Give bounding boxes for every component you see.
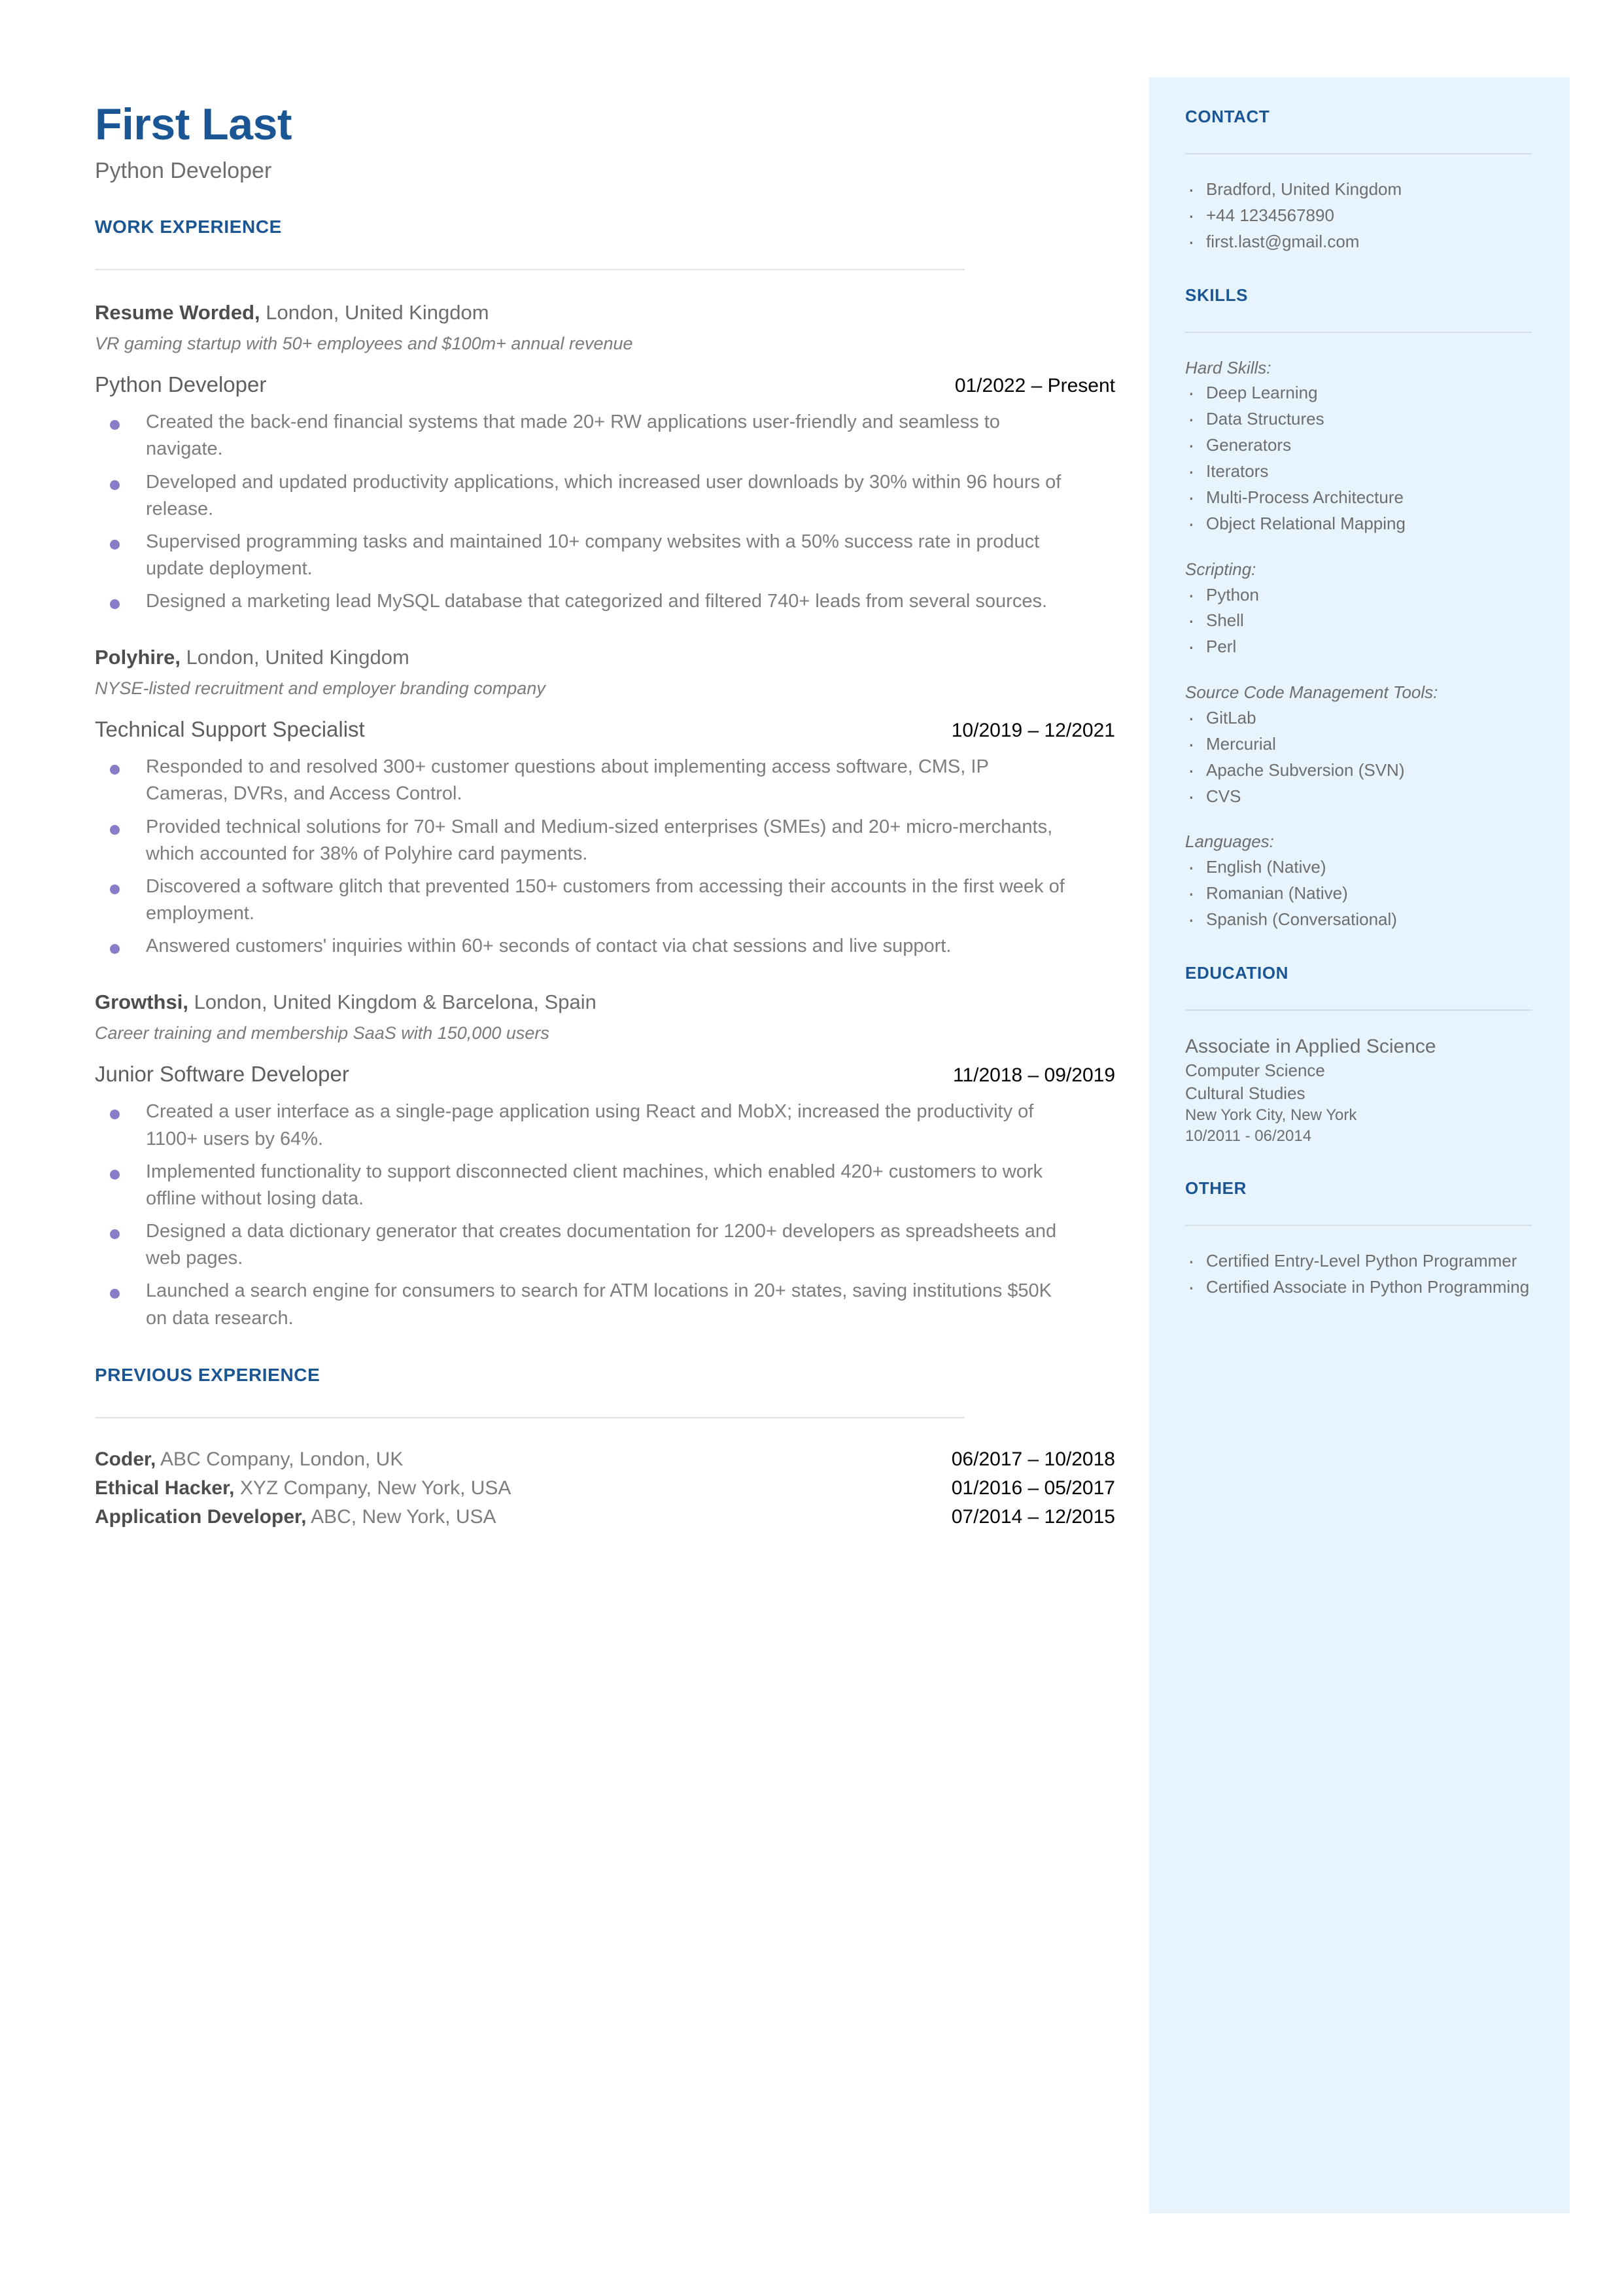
list-item: · CVS	[1185, 785, 1538, 809]
list-item: Created a user interface as a single-page application using React and MobX; increased the productivity of 1100+ users by 64%.	[95, 1098, 1076, 1152]
list-item: Developed and updated productivity applications, which increased user downloads by 30% within 96 hours of release.	[95, 469, 1076, 523]
list-item: · Multi-Process Architecture	[1185, 486, 1538, 510]
sidebar-divider-contact	[1185, 153, 1532, 154]
section-heading-work-experience: WORK EXPERIENCE	[95, 217, 282, 237]
list-item: · Iterators	[1185, 460, 1538, 483]
education-entry	[1185, 1034, 1538, 1147]
section-divider-work	[95, 269, 965, 270]
skills-list-scripting	[1185, 584, 1538, 659]
job-company-name: Polyhire,	[95, 646, 181, 669]
job-entry	[95, 645, 1122, 960]
list-item: · Deep Learning	[1185, 381, 1538, 405]
table-row	[95, 1477, 1115, 1499]
sidebar-heading-other: OTHER	[1185, 1178, 1247, 1199]
list-item: · Perl	[1185, 635, 1538, 659]
previous-detail: ABC Company, London, UK	[160, 1448, 404, 1470]
job-location: London, United Kingdom & Barcelona, Spain	[194, 990, 596, 1014]
skills-list-hard	[1185, 381, 1538, 535]
list-item: · Mercurial	[1185, 733, 1538, 756]
previous-role-line	[95, 1506, 496, 1528]
skills-list-languages	[1185, 856, 1538, 932]
sidebar-heading-contact: CONTACT	[1185, 107, 1270, 126]
job-location: London, United Kingdom	[186, 646, 409, 669]
previous-role-line	[95, 1448, 403, 1471]
page-title: First Last	[95, 99, 292, 149]
previous-detail: ABC, New York, USA	[311, 1505, 496, 1528]
job-title-row	[95, 717, 1115, 742]
list-item: Designed a marketing lead MySQL database that categorized and filtered 740+ leads from several sources.	[95, 588, 1076, 615]
job-title-row	[95, 372, 1115, 397]
main-column	[95, 101, 1122, 1535]
spacer	[1185, 538, 1538, 558]
list-item: · Romanian (Native)	[1185, 882, 1538, 905]
job-title-row	[95, 1062, 1115, 1087]
list-item: · Certified Associate in Python Programming	[1185, 1276, 1538, 1299]
sidebar-heading-skills: SKILLS	[1185, 285, 1249, 305]
header-subtitle: Python Developer	[95, 158, 272, 184]
job-bullet-list	[95, 1098, 1122, 1331]
previous-role: Coder,	[95, 1448, 156, 1470]
section-heading-previous-experience: PREVIOUS EXPERIENCE	[95, 1364, 320, 1385]
table-row	[95, 1448, 1115, 1471]
list-item: · Spanish (Conversational)	[1185, 908, 1538, 932]
contact-list	[1185, 178, 1538, 254]
job-location: London, United Kingdom	[266, 301, 489, 324]
job-description: VR gaming startup with 50+ employees and $100m+ annual revenue	[95, 334, 633, 354]
skills-group-label: Languages:	[1185, 832, 1274, 852]
education-field: Computer Science	[1185, 1060, 1325, 1081]
skills-group-label: Source Code Management Tools:	[1185, 682, 1438, 703]
list-item: · Shell	[1185, 609, 1538, 633]
job-entry	[95, 990, 1122, 1331]
previous-role: Application Developer,	[95, 1505, 307, 1528]
list-item: Launched a search engine for consumers to search for ATM locations in 20+ states, saving institutions $50K on data research.	[95, 1278, 1076, 1331]
previous-role: Ethical Hacker,	[95, 1477, 235, 1499]
sidebar-panel	[1149, 77, 1570, 2213]
list-item: Provided technical solutions for 70+ Small and Medium-sized enterprises (SMEs) and 20+ micro-merchants, which accounted for 38% of Polyhire card payments.	[95, 814, 1076, 867]
previous-experience-list	[95, 1448, 1122, 1528]
list-item: · Apache Subversion (SVN)	[1185, 759, 1538, 782]
section-divider-previous	[95, 1417, 965, 1418]
list-item: · Object Relational Mapping	[1185, 512, 1538, 536]
skills-group-label: Hard Skills:	[1185, 357, 1271, 377]
job-bullet-list	[95, 409, 1122, 615]
sidebar-divider-other	[1185, 1225, 1532, 1226]
previous-dates: 01/2016 – 05/2017	[951, 1477, 1115, 1499]
list-item: · Bradford, United Kingdom	[1185, 178, 1538, 201]
list-item: · English (Native)	[1185, 856, 1538, 879]
job-dates: 10/2019 – 12/2021	[951, 720, 1115, 742]
job-title: Technical Support Specialist	[95, 717, 365, 742]
job-company-name: Growthsi,	[95, 990, 188, 1014]
education-minor: Cultural Studies	[1185, 1083, 1305, 1104]
list-item: · Certified Entry-Level Python Programmer	[1185, 1250, 1538, 1273]
job-company-name: Resume Worded,	[95, 301, 260, 324]
previous-role-line	[95, 1477, 511, 1499]
job-description: NYSE-listed recruitment and employer branding company	[95, 678, 545, 699]
job-description: Career training and membership SaaS with 150,000 users	[95, 1023, 549, 1043]
job-company-line	[95, 645, 1122, 671]
table-row	[95, 1506, 1115, 1528]
previous-dates: 06/2017 – 10/2018	[951, 1448, 1115, 1470]
list-item: Discovered a software glitch that prevented 150+ customers from accessing their accounts in the first week of employment.	[95, 873, 1076, 927]
education-location: New York City, New York	[1185, 1106, 1357, 1124]
list-item: · Python	[1185, 584, 1538, 607]
spacer	[1185, 661, 1538, 681]
list-item: Responded to and resolved 300+ customer questions about implementing access software, CMS, IP Cameras, DVRs, and Access Control.	[95, 754, 1076, 807]
sidebar-divider-education	[1185, 1009, 1532, 1011]
previous-dates: 07/2014 – 12/2015	[951, 1505, 1115, 1528]
job-company-line	[95, 990, 1122, 1015]
list-item: · GitLab	[1185, 707, 1538, 730]
skills-group-label: Scripting:	[1185, 559, 1256, 579]
job-dates: 01/2022 – Present	[954, 375, 1115, 397]
education-dates: 10/2011 - 06/2014	[1185, 1127, 1312, 1146]
job-dates: 11/2018 – 09/2019	[952, 1064, 1115, 1087]
skills-list-scm	[1185, 707, 1538, 809]
list-item: Implemented functionality to support disconnected client machines, which enabled 420+ customers to work offline without losing data.	[95, 1159, 1076, 1212]
list-item: · Generators	[1185, 434, 1538, 457]
list-item: Designed a data dictionary generator that creates documentation for 1200+ developers as spreadsheets and web pages.	[95, 1218, 1076, 1272]
list-item: · Data Structures	[1185, 408, 1538, 431]
sidebar-divider-skills	[1185, 332, 1532, 333]
job-title: Python Developer	[95, 372, 267, 397]
sidebar-heading-education: EDUCATION	[1185, 962, 1289, 983]
job-company-line	[95, 300, 1122, 326]
list-item: · +44 1234567890	[1185, 204, 1538, 228]
job-entry	[95, 300, 1122, 615]
list-item: Answered customers' inquiries within 60+ seconds of contact via chat sessions and live support.	[95, 933, 1076, 960]
job-title: Junior Software Developer	[95, 1062, 349, 1087]
previous-detail: XYZ Company, New York, USA	[239, 1477, 511, 1499]
list-item: Supervised programming tasks and maintained 10+ company websites with a 50% success rate in product update deployment.	[95, 529, 1076, 582]
education-degree: Associate in Applied Science	[1185, 1035, 1436, 1057]
list-item: · first.last@gmail.com	[1185, 230, 1538, 254]
other-list	[1185, 1250, 1538, 1299]
list-item: Created the back-end financial systems that made 20+ RW applications user-friendly and seamless to navigate.	[95, 409, 1076, 463]
job-bullet-list	[95, 754, 1122, 960]
spacer	[1185, 811, 1538, 830]
